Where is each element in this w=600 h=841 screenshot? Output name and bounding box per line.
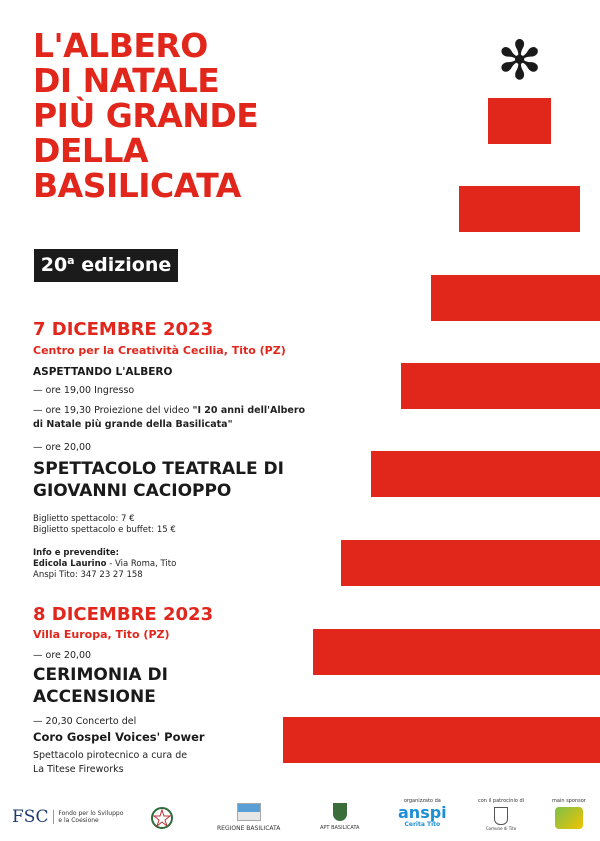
- day2-line1: — ore 20,00: [33, 650, 92, 661]
- fsc-sub-line: e la Coesione: [58, 817, 99, 824]
- day2-fire1: Spettacolo pirotecnico a cura de: [33, 750, 188, 761]
- info-anspi: Anspi Tito: 347 23 27 158: [33, 570, 143, 580]
- anspi-sub: Cerita Tito: [404, 821, 441, 828]
- day2-venue: Villa Europa, Tito (PZ): [33, 628, 170, 641]
- day1-show-line: GIOVANNI CACIOPPO: [33, 481, 232, 501]
- regione-label: REGIONE BASILICATA: [217, 825, 281, 832]
- ticket-line: Biglietto spettacolo e buffet: 15 €: [33, 525, 176, 535]
- day1-line2-text: — ore 19,30 Proiezione del video: [33, 405, 193, 416]
- tree-bar: [313, 629, 600, 675]
- day2-fire2: La Titese Fireworks: [33, 764, 124, 775]
- patrocinio-label: con il patrocinio di: [478, 798, 525, 804]
- edition-sup: a: [67, 254, 75, 267]
- day1-line3: [33, 419, 233, 430]
- day1-info: [33, 548, 176, 581]
- tree-bar: [371, 451, 600, 497]
- day1-line4: — ore 20,00: [33, 442, 92, 453]
- day1-date: 7 DICEMBRE 2023: [33, 319, 214, 340]
- org-label: organizzato da: [403, 798, 441, 804]
- day2-date: 8 DICEMBRE 2023: [33, 604, 214, 625]
- tree-bar: [459, 186, 580, 232]
- title-line: PIÙ GRANDE: [33, 96, 259, 135]
- tree-bar: [341, 540, 600, 586]
- fsc-sub-line: Fondo per lo Sviluppo: [58, 810, 124, 817]
- apt-shield-icon: [333, 803, 347, 821]
- poster-title: [33, 28, 258, 203]
- tree-bar: [488, 98, 551, 144]
- day2-choir: Coro Gospel Voices' Power: [33, 730, 205, 744]
- ceremony-line: CERIMONIA DI: [33, 665, 168, 685]
- day1-tickets: [33, 514, 176, 536]
- day1-line2: [33, 405, 305, 416]
- day2-ceremony: [33, 664, 168, 708]
- day1-venue: Centro per la Creatività Cecilia, Tito (PZ): [33, 344, 286, 357]
- republic-emblem-icon: [150, 805, 174, 833]
- apt-label: APT BASILICATA: [320, 825, 360, 831]
- ceremony-line: ACCENSIONE: [33, 687, 156, 707]
- title-line: BASILICATA: [33, 166, 241, 205]
- day1-show: [33, 458, 284, 502]
- comune-crest-icon: [494, 807, 508, 825]
- title-line: L'ALBERO: [33, 26, 208, 65]
- apt-basilicata-logo: [320, 803, 359, 831]
- day1-line1: — ore 19,00 Ingresso: [33, 385, 135, 396]
- regione-flag-icon: [237, 803, 261, 821]
- ticket-line: Biglietto spettacolo: 7 €: [33, 514, 135, 524]
- sponsor-mark-icon: [555, 807, 583, 829]
- day1-line3-bold: di Natale più grande della Basilicata": [33, 419, 233, 430]
- tree-bar: [283, 717, 600, 763]
- title-line: DELLA: [33, 131, 149, 170]
- fsc-logo: [12, 807, 123, 827]
- footer-logos: [0, 795, 600, 841]
- tree-bar: [401, 363, 600, 409]
- tree-bar: [431, 275, 600, 321]
- edition-label: edizione: [74, 254, 172, 276]
- anspi-logo: [398, 798, 447, 828]
- title-line: DI NATALE: [33, 61, 220, 100]
- day1-line2-bold: "I 20 anni dell'Albero: [192, 405, 306, 416]
- day1-section: ASPETTANDO L'ALBERO: [33, 366, 173, 378]
- edition-number: 20: [40, 254, 68, 276]
- edition-badge: [34, 249, 178, 282]
- sponsor-label: main sponsor: [552, 798, 586, 804]
- day1-show-line: SPETTACOLO TEATRALE DI: [33, 459, 284, 479]
- anspi-text: anspi: [398, 803, 447, 822]
- fsc-subtitle: [53, 810, 123, 824]
- day2-line2: — 20,30 Concerto del: [33, 716, 137, 727]
- tree-star-icon: ✻: [497, 29, 543, 92]
- comune-logo: [478, 798, 524, 831]
- comune-label: Comune di Tito: [485, 826, 517, 831]
- fsc-text: FSC: [12, 807, 49, 827]
- info-edicola: Edicola Laurino: [33, 559, 107, 569]
- info-address: - Via Roma, Tito: [106, 559, 177, 569]
- info-title: Info e prevendite:: [33, 548, 120, 558]
- sponsor-logo: [552, 798, 586, 829]
- regione-basilicata-logo: [217, 803, 280, 832]
